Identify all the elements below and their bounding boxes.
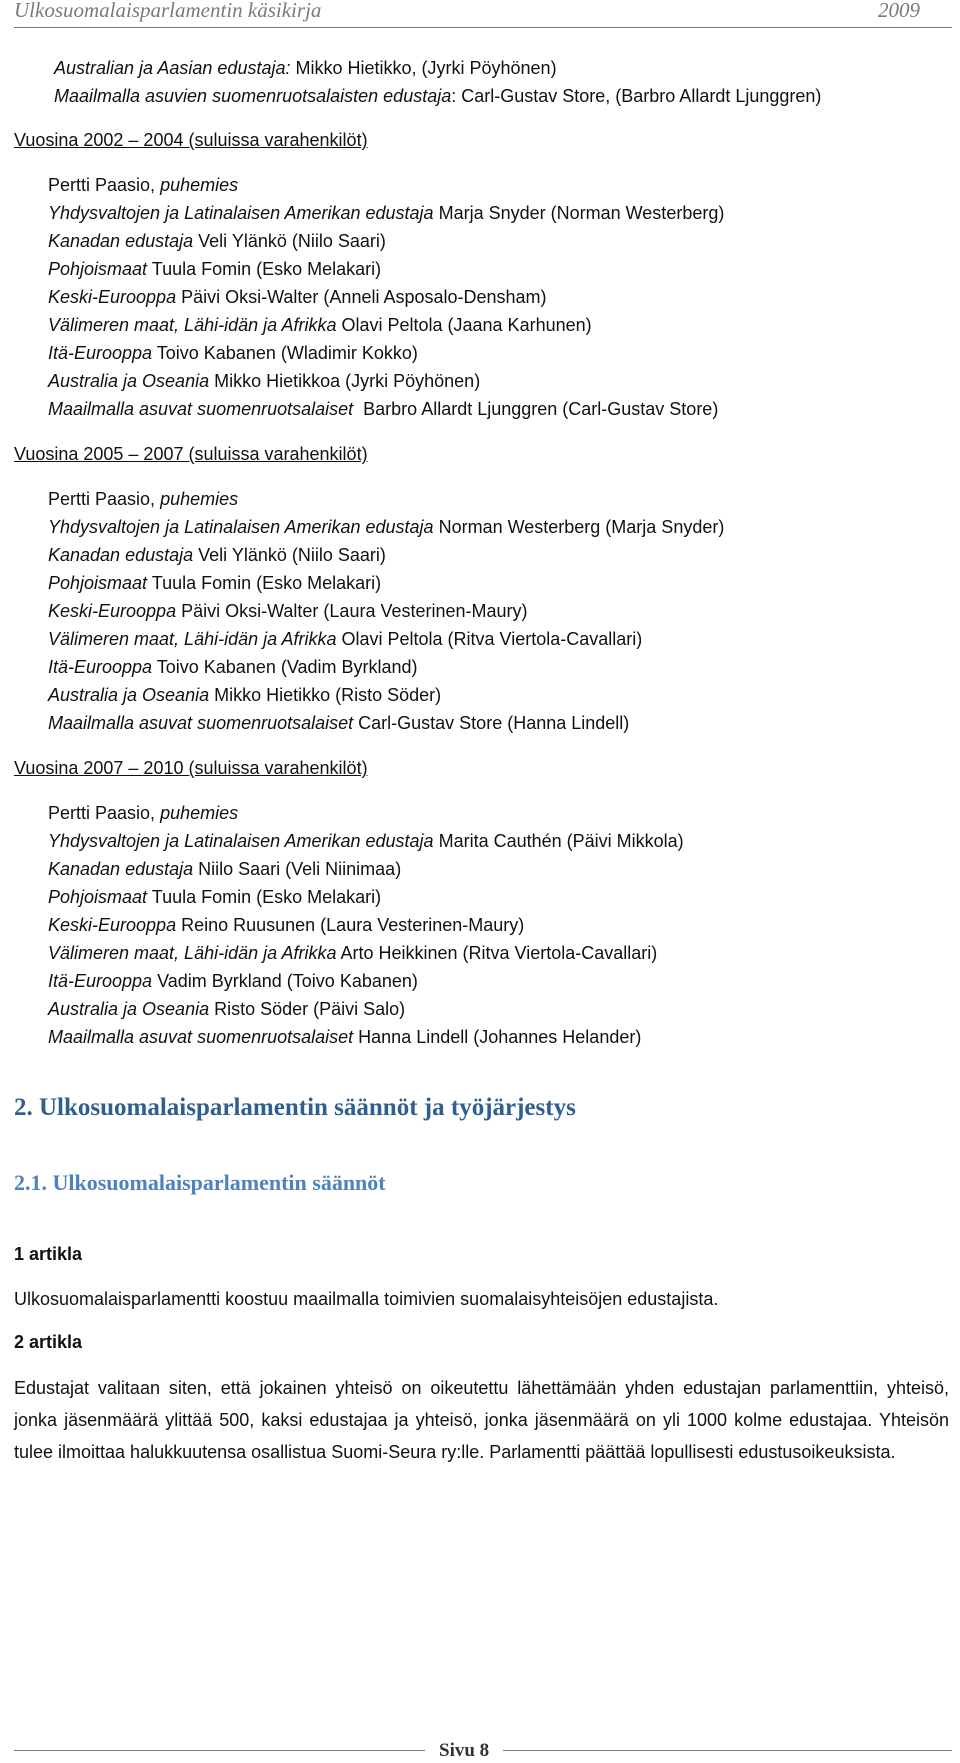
section-heading: 2. Ulkosuomalaisparlamentin säännöt ja työjärjestys [14,1094,576,1121]
list-item: Välimeren maat, Lähi-idän ja Afrikka Arto Heikkinen (Ritva Viertola-Cavallari) [48,943,658,963]
period-heading: Vuosina 2002 – 2004 (suluissa varahenkilöt) [14,130,368,150]
article-title: 2 artikla [14,1332,83,1352]
list-item: Itä-Eurooppa Vadim Byrkland (Toivo Kabanen) [48,971,418,991]
role-label: Maailmalla asuvien suomenruotsalaisten edustaja [54,86,452,106]
subsection-heading: 2.1. Ulkosuomalaisparlamentin säännöt [14,1170,386,1195]
list-item: Yhdysvaltojen ja Latinalaisen Amerikan edustaja Marita Cauthén (Päivi Mikkola) [48,831,684,851]
document-year: 2009 [878,0,920,22]
list-item: Australia ja Oseania Mikko Hietikkoa (Jyrki Pöyhönen) [48,371,481,391]
list-item: Maailmalla asuvat suomenruotsalaiset Carl-Gustav Store (Hanna Lindell) [48,713,630,733]
article-text: Ulkosuomalaisparlamentti koostuu maailmalla toimivien suomalaisyhteisöjen edustajista. [14,1289,719,1309]
document-title: Ulkosuomalaisparlamentin käsikirja [14,0,322,22]
period-heading: Vuosina 2005 – 2007 (suluissa varahenkilöt) [14,444,368,464]
list-item: Keski-Eurooppa Päivi Oksi-Walter (Anneli Asposalo-Densham) [48,287,547,307]
article-text: Edustajat valitaan siten, että jokainen yhteisö on oikeutettu lähettämään yhden edustajan parlamenttiin, yhteisö, jonka jäsenmäärä ylittää 500, kaksi edustajaa ja yhteisö, jonka jäsenmäärä on yli 1000 kolme edustajaa. Yhteisön tulee ilmoittaa halukkuutensa osallistua Suomi-Seura ry:lle. Parlamentti päättää lopullisesti edustusoikeuksista. [14,1378,949,1462]
page-number: Sivu 8 [425,1740,503,1762]
chair-line: Pertti Paasio, puhemies [48,803,239,823]
list-item [54,56,557,80]
article-title: 1 artikla [14,1244,83,1264]
page-header [0,0,960,30]
list-item: Keski-Eurooppa Reino Ruusunen (Laura Vesterinen-Maury) [48,915,525,935]
list-item: Välimeren maat, Lähi-idän ja Afrikka Olavi Peltola (Jaana Karhunen) [48,315,592,335]
role-label: Australian ja Aasian edustaja: [54,58,291,78]
member-names: Mikko Hietikko, (Jyrki Pöyhönen) [290,58,557,78]
list-item: Maailmalla asuvat suomenruotsalaiset Barbro Allardt Ljunggren (Carl-Gustav Store) [48,399,719,419]
chair-line: Pertti Paasio, puhemies [48,489,239,509]
chair-line: Pertti Paasio, puhemies [48,175,239,195]
header-divider [14,27,952,28]
list-item: Kanadan edustaja Veli Ylänkö (Niilo Saari) [48,231,386,251]
list-item: Australia ja Oseania Mikko Hietikko (Risto Söder) [48,685,442,705]
list-item [54,84,821,108]
list-item: Maailmalla asuvat suomenruotsalaiset Hanna Lindell (Johannes Helander) [48,1027,642,1047]
member-names: : Carl-Gustav Store, (Barbro Allardt Ljunggren) [451,86,822,106]
list-item: Yhdysvaltojen ja Latinalaisen Amerikan edustaja Norman Westerberg (Marja Snyder) [48,517,725,537]
list-item: Keski-Eurooppa Päivi Oksi-Walter (Laura Vesterinen-Maury) [48,601,528,621]
period-heading: Vuosina 2007 – 2010 (suluissa varahenkilöt) [14,758,368,778]
list-item: Pohjoismaat Tuula Fomin (Esko Melakari) [48,887,382,907]
list-item: Australia ja Oseania Risto Söder (Päivi Salo) [48,999,406,1019]
list-item: Itä-Eurooppa Toivo Kabanen (Vadim Byrkland) [48,657,418,677]
list-item: Pohjoismaat Tuula Fomin (Esko Melakari) [48,259,382,279]
list-item: Kanadan edustaja Niilo Saari (Veli Niinimaa) [48,859,402,879]
list-item: Pohjoismaat Tuula Fomin (Esko Melakari) [48,573,382,593]
list-item: Yhdysvaltojen ja Latinalaisen Amerikan edustaja Marja Snyder (Norman Westerberg) [48,203,725,223]
list-item: Kanadan edustaja Veli Ylänkö (Niilo Saari) [48,545,386,565]
list-item: Itä-Eurooppa Toivo Kabanen (Wladimir Kokko) [48,343,418,363]
list-item: Välimeren maat, Lähi-idän ja Afrikka Olavi Peltola (Ritva Viertola-Cavallari) [48,629,643,649]
